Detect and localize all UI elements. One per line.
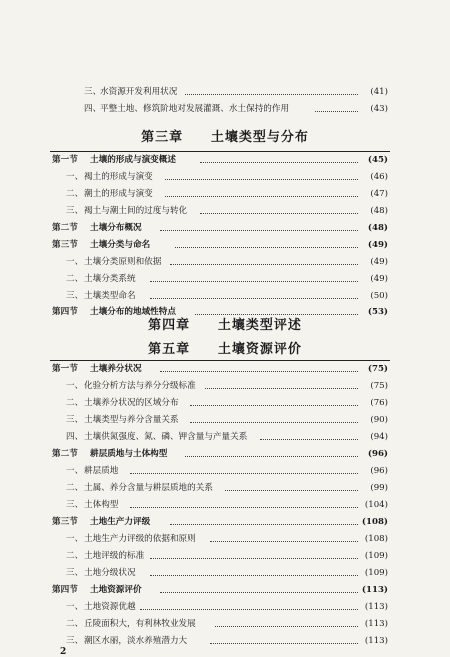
entry-page: (49) <box>370 274 388 284</box>
dot-leader <box>150 575 358 576</box>
toc-entry[interactable] <box>0 102 450 116</box>
dot-leader <box>170 524 358 525</box>
chapter-label: 第三章 <box>141 130 184 145</box>
entry-page: (53) <box>367 307 388 317</box>
entry-number: 三、 <box>66 291 84 301</box>
toc-entry[interactable] <box>0 255 450 269</box>
chapter-title: 土壤资源评价 <box>217 342 302 357</box>
entry-page: (41) <box>370 87 388 97</box>
entry-page: (45) <box>367 155 388 165</box>
entry-page: (113) <box>364 619 388 629</box>
entry-page: (75) <box>367 364 388 374</box>
entry-page: (75) <box>370 381 388 391</box>
entry-page: (48) <box>367 223 388 233</box>
entry-title: 土地生产力评级的依据和原则 <box>84 534 196 544</box>
dot-leader <box>160 371 358 372</box>
entry-title: 土地评级的标准 <box>84 551 145 561</box>
dot-leader <box>170 264 358 265</box>
entry-title: 土壤分类系统 <box>84 274 136 284</box>
entry-page: (113) <box>364 636 388 646</box>
entry-page: (109) <box>364 551 388 561</box>
toc-entry[interactable] <box>0 85 450 99</box>
dot-leader <box>150 281 358 282</box>
entry-title: 丘陵面积大，有利林牧业发展 <box>84 619 196 629</box>
chapter-label: 第四章 <box>148 318 191 333</box>
entry-title: 土壤养分状况的区域分布 <box>84 398 179 408</box>
entry-title: 耕层质地 <box>84 466 119 476</box>
section-rule <box>50 360 390 361</box>
toc-entry[interactable] <box>0 447 450 461</box>
chapter-heading <box>0 338 450 357</box>
toc-entry[interactable] <box>0 221 450 235</box>
dot-leader <box>205 388 358 389</box>
entry-title: 水资源开发利用状况 <box>100 87 178 97</box>
entry-number: 第三节 <box>52 517 78 527</box>
entry-title: 土壤的形成与演变概述 <box>90 155 176 165</box>
entry-number: 第三节 <box>52 240 78 250</box>
toc-entry[interactable] <box>0 549 450 563</box>
dot-leader <box>315 111 358 112</box>
toc-entry[interactable] <box>0 153 450 167</box>
entry-page: (49) <box>367 240 388 250</box>
chapter-heading <box>0 314 450 333</box>
chapter-label: 第五章 <box>148 342 191 357</box>
toc-entry[interactable] <box>0 515 450 529</box>
entry-page: (50) <box>370 291 388 301</box>
entry-number: 第四节 <box>52 307 78 317</box>
entry-number: 四、 <box>84 104 102 114</box>
dot-leader <box>215 626 358 627</box>
chapter-title: 土壤类型评述 <box>217 318 302 333</box>
entry-title: 土壤分类原则和依据 <box>84 257 162 267</box>
toc-entry[interactable] <box>0 583 450 597</box>
dot-leader <box>175 247 358 248</box>
entry-number: 三、 <box>66 206 84 216</box>
dot-leader <box>150 558 358 559</box>
entry-number: 二、 <box>66 398 84 408</box>
entry-number: 三、 <box>66 500 84 510</box>
entry-title: 土壤类型命名 <box>84 291 136 301</box>
entry-number: 一、 <box>66 602 84 612</box>
entry-number: 第四节 <box>52 585 78 595</box>
entry-title: 土体构型 <box>84 500 119 510</box>
entry-page: (109) <box>364 568 388 578</box>
entry-title: 土属、养分含量与耕层质地的关系 <box>84 483 213 493</box>
entry-page: (113) <box>361 585 388 595</box>
entry-page: (104) <box>364 500 388 510</box>
entry-title: 土壤分类与命名 <box>90 240 151 250</box>
dot-leader <box>200 162 358 163</box>
dot-leader <box>140 609 358 610</box>
entry-page: (49) <box>370 257 388 267</box>
entry-number: 二、 <box>66 619 84 629</box>
entry-page: (108) <box>361 517 388 527</box>
entry-page: (76) <box>370 398 388 408</box>
entry-number: 第二节 <box>52 223 78 233</box>
dot-leader <box>210 643 358 644</box>
dot-leader <box>160 230 358 231</box>
toc-entry[interactable] <box>0 617 450 631</box>
entry-page: (43) <box>370 104 388 114</box>
entry-title: 土地生产力评级 <box>90 517 151 527</box>
toc-entry-spacer <box>0 285 450 299</box>
toc-entry[interactable] <box>0 396 450 410</box>
entry-number: 三、 <box>66 636 84 646</box>
entry-page: (94) <box>370 432 388 442</box>
dot-leader <box>185 456 358 457</box>
entry-title: 土地资源评价 <box>90 585 142 595</box>
toc-entry[interactable] <box>0 430 450 444</box>
entry-title: 土壤分布的地域性特点 <box>90 307 176 317</box>
toc-entry[interactable] <box>0 413 450 427</box>
entry-title: 土壤分布概况 <box>90 223 142 233</box>
entry-title: 褐土的形成与演变 <box>84 172 153 182</box>
entry-page: (48) <box>370 206 388 216</box>
entry-page: (47) <box>370 189 388 199</box>
entry-number: 一、 <box>66 534 84 544</box>
entry-title: 潮土的形成与演变 <box>84 189 153 199</box>
entry-title: 耕层质地与土体构型 <box>90 449 168 459</box>
toc-entry[interactable] <box>0 204 450 218</box>
dot-leader <box>225 490 358 491</box>
dot-leader <box>130 507 358 508</box>
entry-page: (46) <box>370 172 388 182</box>
entry-title: 土壤养分状况 <box>90 364 142 374</box>
toc-entry[interactable] <box>0 481 450 495</box>
entry-number: 一、 <box>66 257 84 267</box>
toc-entry[interactable] <box>0 498 450 512</box>
dot-leader <box>210 541 358 542</box>
dot-leader <box>160 592 358 593</box>
dot-leader <box>185 94 358 95</box>
entry-number: 二、 <box>66 189 84 199</box>
dot-leader <box>190 405 358 406</box>
dot-leader <box>200 213 358 214</box>
entry-page: (108) <box>364 534 388 544</box>
toc-entry[interactable] <box>0 187 450 201</box>
chapter-heading <box>0 126 450 145</box>
entry-number: 四、 <box>66 432 84 442</box>
entry-number: 一、 <box>66 381 84 391</box>
toc-entry[interactable] <box>0 379 450 393</box>
entry-title: 土壤类型与养分含量关系 <box>84 415 179 425</box>
toc-entry[interactable] <box>0 170 450 184</box>
entry-page: (113) <box>364 602 388 612</box>
entry-number: 二、 <box>66 274 84 284</box>
toc-entry[interactable] <box>0 532 450 546</box>
entry-number: 一、 <box>66 466 84 476</box>
section-rule <box>50 151 390 152</box>
entry-number: 三、 <box>84 87 102 97</box>
entry-number: 第一节 <box>52 155 78 165</box>
dot-leader <box>165 196 358 197</box>
entry-title: 潮区水丽，淡水养殖潜力大 <box>84 636 188 646</box>
toc-entry[interactable] <box>0 634 450 648</box>
entry-title: 平整土地、修筑阶地对发展灌溉、水土保持的作用 <box>100 104 290 114</box>
entry-title: 土地分级状况 <box>84 568 136 578</box>
toc-entry[interactable] <box>0 238 450 252</box>
entry-number: 二、 <box>66 551 84 561</box>
entry-page: (96) <box>367 449 388 459</box>
entry-number: 二、 <box>66 483 84 493</box>
entry-title: 化验分析方法与养分分级标准 <box>84 381 196 391</box>
entry-page: (99) <box>370 483 388 493</box>
toc-entry[interactable] <box>0 272 450 286</box>
dot-leader <box>260 439 358 440</box>
page-number: 2 <box>60 647 67 657</box>
dot-leader <box>165 179 358 180</box>
entry-number: 第一节 <box>52 364 78 374</box>
toc-entry[interactable] <box>0 362 450 376</box>
entry-title: 土壤供氮强度、氮、磷、钾含量与产量关系 <box>84 432 248 442</box>
dot-leader <box>190 422 358 423</box>
entry-number: 三、 <box>66 415 84 425</box>
toc-entry[interactable] <box>0 600 450 614</box>
entry-title: 土地资源优越 <box>84 602 136 612</box>
entry-page: (90) <box>370 415 388 425</box>
entry-number: 第二节 <box>52 449 78 459</box>
entry-number: 三、 <box>66 568 84 578</box>
toc-entry[interactable] <box>0 566 450 580</box>
dot-leader <box>130 473 358 474</box>
entry-title: 褐土与潮土间的过度与转化 <box>84 206 188 216</box>
entry-page: (96) <box>370 466 388 476</box>
entry-number: 一、 <box>66 172 84 182</box>
toc-entry[interactable] <box>0 464 450 478</box>
chapter-title: 土壤类型与分布 <box>210 130 309 145</box>
